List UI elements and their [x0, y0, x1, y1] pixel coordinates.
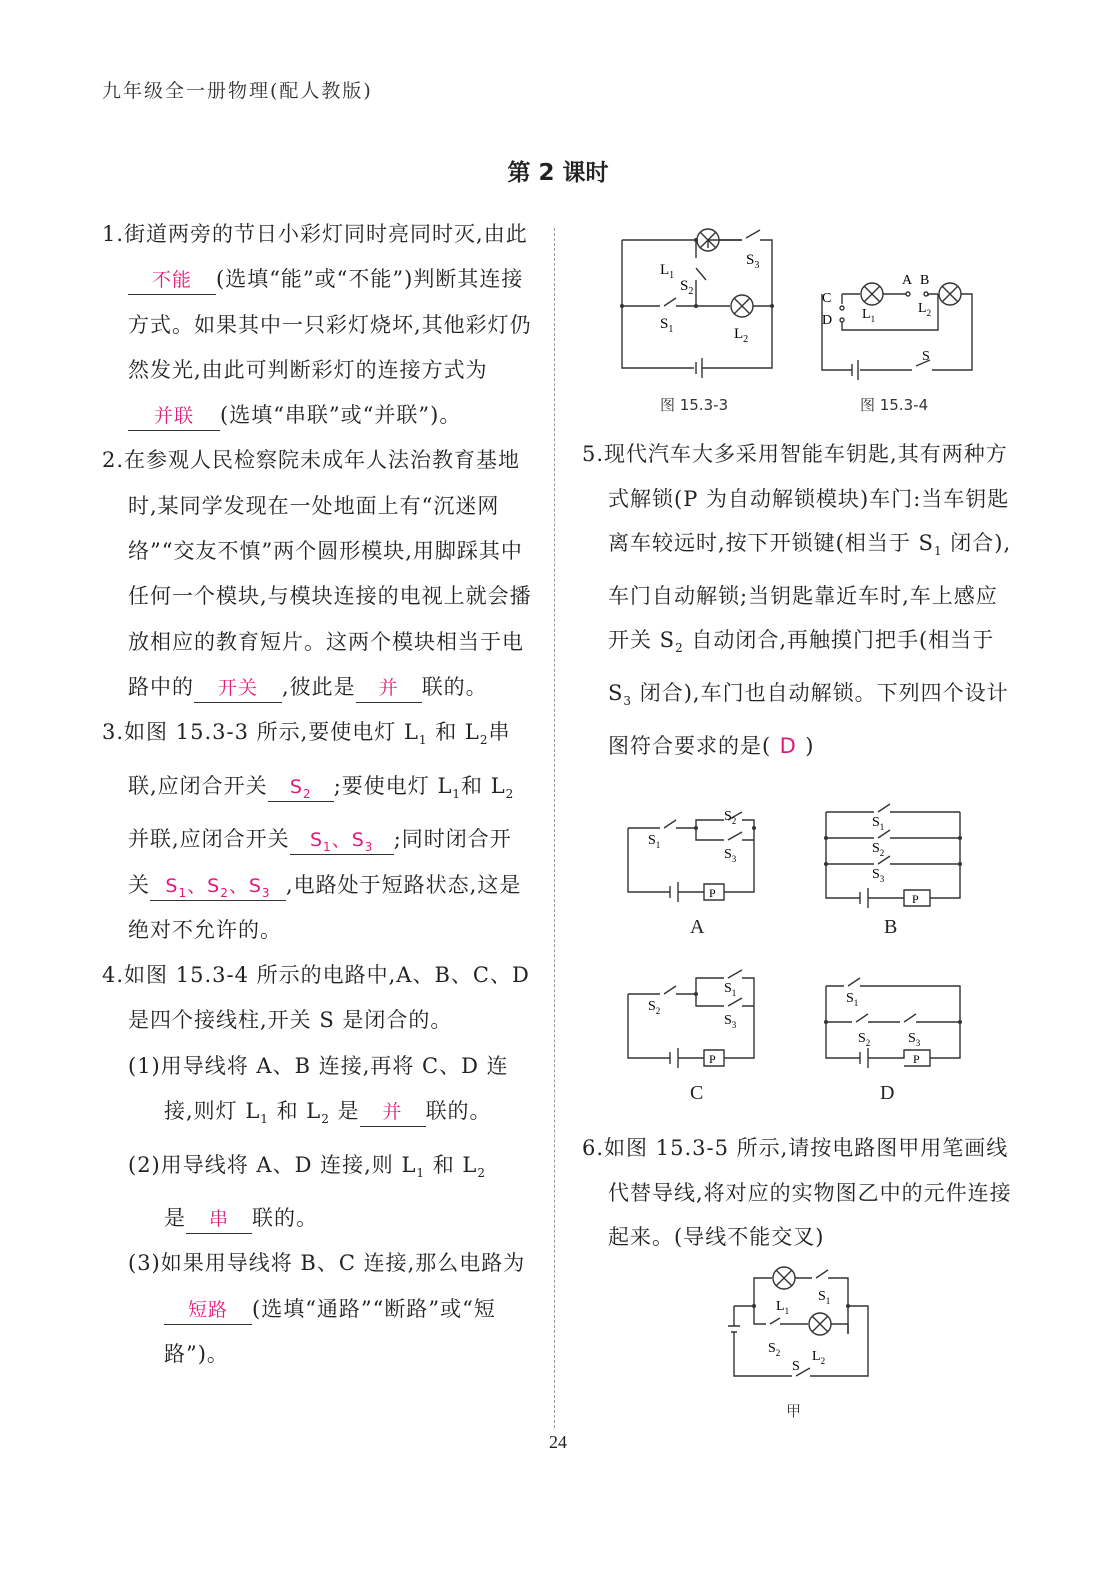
lesson-title: 第 2 课时 [507, 160, 609, 186]
page-header: 九年级全一册物理(配人教版) [102, 80, 373, 102]
figure-15-3-3-circuit [610, 228, 790, 388]
svg-text:S2: $S_2$ [724, 809, 737, 826]
column-divider [554, 228, 555, 1428]
option-c-circuit [620, 966, 770, 1076]
svg-text:S3: $S_3$ [872, 867, 885, 884]
terminal-B: B [920, 273, 930, 288]
figure-jia-circuit [714, 1262, 874, 1390]
answer-blank[interactable]: 串 [186, 1203, 252, 1234]
option-d-circuit [818, 976, 968, 1076]
label-L1: $L_1$ [862, 307, 876, 324]
answer-choice[interactable]: D [779, 733, 797, 758]
answer-blank[interactable]: $S_1$、$S_3$ [290, 824, 394, 855]
svg-text:S2: $S_2$ [858, 1031, 871, 1048]
answer-blank[interactable]: 并 [360, 1096, 426, 1127]
svg-text:S3: $S_3$ [724, 1013, 737, 1030]
answer-blank[interactable]: 短路 [164, 1294, 252, 1325]
svg-text:P: P [709, 1052, 716, 1066]
terminal-D: D [822, 313, 833, 328]
page-number: 24 [549, 1432, 567, 1452]
svg-text:P: P [913, 1052, 920, 1066]
question-4: 4.如图 15.3-4 所示的电路中,A、B、C、D是四个接线柱,开关 S 是闭合的。 [102, 963, 530, 1033]
question-1: 1.街道两旁的节日小彩灯同时亮同时灭,由此不能 (选填“能”或“不能”)判断其连接方式。如果其中一只彩灯烧坏,其他彩灯仍然发光,由此可判断彩灯的连接方式为并联 (选填“串联”或“并联”)。 [102, 212, 532, 438]
option-a-label[interactable]: A [690, 916, 705, 938]
svg-text:S1: $S_1$ [846, 991, 859, 1008]
option-b-label[interactable]: B [884, 916, 898, 938]
answer-blank[interactable]: $S_1$、$S_2$、$S_3$ [150, 870, 286, 901]
svg-text:S1: $S_1$ [818, 1289, 831, 1306]
answer-blank[interactable]: 并 [356, 672, 422, 703]
terminal-A: A [902, 273, 913, 288]
svg-text:S: S [792, 1359, 800, 1374]
answer-blank[interactable]: 开关 [194, 672, 282, 703]
svg-text:S1: $S_1$ [648, 833, 661, 850]
answer-blank[interactable]: 并联 [128, 400, 220, 431]
option-c-label[interactable]: C [690, 1082, 704, 1104]
answer-blank[interactable]: 不能 [128, 264, 216, 295]
question-4-part-3: (3)如果用导线将 B、C 连接,那么电路为短路 (选填“通路”“断路”或“短路”)。 [128, 1251, 526, 1366]
answer-blank[interactable]: $S_2$ [268, 771, 334, 802]
option-a-circuit [620, 800, 770, 910]
svg-text:S3: $S_3$ [908, 1031, 921, 1048]
question-4-part-1: (1)用导线将 A、B 连接,再将 C、D 连接,则灯 $L_1$ 和 $L_2$ 是 并 联的。 [128, 1053, 509, 1127]
label-S3: $S_3$ [746, 252, 760, 271]
label-L2: $L_2$ [734, 326, 749, 345]
terminal-C: C [822, 291, 832, 306]
label-S: S [922, 349, 930, 364]
figure-15-3-4-circuit [812, 262, 982, 382]
option-b-circuit [818, 800, 968, 910]
svg-text:L1: $L_1$ [776, 1299, 790, 1316]
svg-text:S2: $S_2$ [768, 1341, 781, 1358]
label-L1: $L_1$ [660, 262, 675, 281]
svg-text:L2: $L_2$ [812, 1349, 826, 1366]
svg-text:P: P [912, 892, 919, 906]
question-6: 6.如图 15.3-5 所示,请按电路图甲用笔画线代替导线,将对应的实物图乙中的元件连接起来。(导线不能交叉) [582, 1136, 1012, 1249]
question-3: 3.如图 15.3-3 所示,要使电灯 $L_1$ 和 $L_2$串联,应闭合开关 $S_2$ ;要使电灯 $L_1$和 $L_2$ 并联,应闭合开关 $S_1$、$S_3$ ;同时闭合开关 $S_1$、$S_2$、$S_3$ ,电路处于短路状态,这是绝对不允许的。 [102, 720, 522, 942]
svg-text:S2: $S_2$ [648, 999, 661, 1016]
question-4-part-2: (2)用导线将 A、D 连接,则 $L_1$ 和 $L_2$ 是 串 联的。 [102, 1143, 532, 1242]
label-L2: $L_2$ [918, 301, 932, 318]
figure-caption-jia: 甲 [786, 1402, 802, 1420]
left-column [102, 212, 532, 1377]
svg-text:S3: $S_3$ [724, 847, 737, 864]
option-d-label[interactable]: D [880, 1082, 895, 1104]
label-S1: $S_1$ [660, 316, 674, 335]
svg-text:P: P [709, 886, 716, 900]
svg-text:S2: $S_2$ [872, 841, 885, 858]
figure-caption-15-3-4: 图 15.3-4 [860, 396, 929, 414]
figure-caption-15-3-3: 图 15.3-3 [660, 396, 729, 414]
svg-text:S1: $S_1$ [724, 981, 737, 998]
label-S2: $S_2$ [680, 278, 694, 297]
question-5: 5.现代汽车大多采用智能车钥匙,其有两种方式解锁(P 为自动解锁模块)车门:当车钥匙离车较远时,按下开锁键(相当于 $S_1$ 闭合),车门自动解锁;当钥匙靠近车时,车上感应开关 $S_2$ 自动闭合,再触摸门把手(相当于 $S_3$ 闭合),车门也自动解锁。下列四个设计图符合要求的是( D ) [582, 432, 1012, 768]
svg-text:S1: $S_1$ [872, 815, 885, 832]
question-2: 2.在参观人民检察院未成年人法治教育基地时,某同学发现在一处地面上有“沉迷网络”“交友不慎”两个圆形模块,用脚踩其中任何一个模块,与模块连接的电视上就会播放相应的教育短片。这两个模块相当于电路中的 开关 ,彼此是 并 联的。 [102, 438, 532, 710]
